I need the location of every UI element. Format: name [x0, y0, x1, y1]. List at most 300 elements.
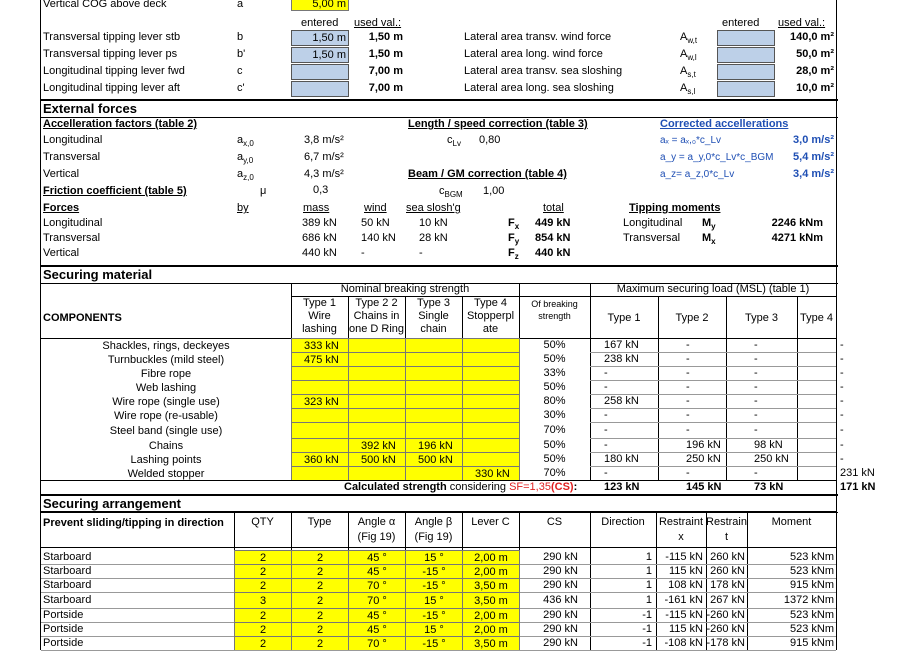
area-used: 140,0 m²: [789, 31, 834, 43]
arr-restraint-t: -178 kN: [706, 637, 745, 649]
msl-value: 238 kN: [604, 353, 639, 365]
msl-value: 180 kN: [604, 453, 639, 465]
arr-side: Starboard: [43, 594, 92, 606]
force-label: Longitudinal: [43, 217, 103, 229]
msl-value: -: [604, 439, 608, 451]
arr-input[interactable]: 2: [291, 564, 349, 579]
arr-input[interactable]: -15 °: [405, 636, 463, 651]
force-total: 449 kN: [535, 217, 571, 229]
arr-moment: 523 kNm: [789, 551, 834, 563]
lever-symbol: b: [237, 31, 244, 43]
clv-symbol: $c_{Lv}$: [447, 134, 461, 149]
force-symbol: $F_y$: [508, 232, 520, 247]
accel-label: Vertical: [43, 168, 80, 180]
nbs-input[interactable]: [348, 380, 406, 395]
force-sea: -: [419, 247, 423, 259]
msl-value: -: [754, 467, 758, 479]
tip-symbol: $M_y$: [702, 217, 716, 232]
arr-cs: 436 kN: [543, 594, 578, 606]
arr-input[interactable]: 2: [234, 564, 292, 579]
type-header: Type 4 Stopperpl ate: [466, 297, 515, 335]
area-symbol: $A_{s,l}$: [680, 82, 696, 97]
nbs-input[interactable]: [291, 422, 349, 439]
arr-input[interactable]: 2: [234, 622, 292, 637]
arr-input[interactable]: 15 °: [405, 622, 463, 637]
nbs-input[interactable]: [348, 338, 406, 353]
corrected-value: 3,4 m/s²: [793, 168, 834, 180]
msl-value: -: [686, 381, 690, 393]
tip-symbol: $M_x$: [702, 232, 716, 247]
msl-value: 250 kN: [686, 453, 721, 465]
spreadsheet: [40, 0, 876, 650]
arr-input[interactable]: 2: [291, 592, 349, 609]
force-mass: 440 kN: [302, 247, 337, 259]
component-name: Welded stopper: [127, 468, 205, 480]
grid-line: [590, 366, 836, 367]
nbs-input[interactable]: 500 kN: [405, 452, 463, 467]
arr-input[interactable]: 45 °: [348, 564, 406, 579]
grid-line: [590, 466, 836, 467]
nbs-input[interactable]: 196 kN: [405, 438, 463, 453]
msl-value: 167 kN: [604, 339, 639, 351]
nbs-input[interactable]: [291, 438, 349, 453]
arr-restraint-x: 115 kN: [668, 565, 703, 577]
msl-value: 231 kN: [840, 467, 875, 479]
msl-value: -: [840, 381, 844, 393]
arr-moment: 1372 kNm: [783, 594, 834, 606]
lever-used: 1,50 m: [368, 48, 403, 60]
component-name: Steel band (single use): [109, 425, 223, 437]
external-forces-header: External forces: [41, 99, 838, 118]
accel-symbol: $a_{z,0}$: [237, 168, 254, 183]
force-wind: -: [361, 247, 365, 259]
nbs-input[interactable]: [291, 366, 349, 381]
arr-input[interactable]: 2: [234, 636, 292, 651]
nbs-input[interactable]: [405, 408, 463, 423]
arr-restraint-t: 178 kN: [710, 579, 745, 591]
nbs-input[interactable]: [462, 394, 520, 409]
nbs-input[interactable]: [405, 338, 463, 353]
nbs-input[interactable]: [348, 366, 406, 381]
arr-restraint-x: -115 kN: [665, 609, 703, 621]
arr-col-header: Type: [307, 516, 332, 528]
msl-value: -: [686, 409, 690, 421]
calc-value: 73 kN: [754, 481, 784, 493]
nbs-input[interactable]: 500 kN: [348, 452, 406, 467]
msl-value: -: [840, 367, 844, 379]
msl-value: -: [840, 395, 844, 407]
arr-moment: 915 kNm: [789, 637, 834, 649]
msl-header: Maximum securing load (MSL) (table 1): [616, 283, 810, 295]
msl-value: -: [840, 339, 844, 351]
arr-input[interactable]: 15 °: [405, 592, 463, 609]
arr-restraint-x: -108 kN: [664, 637, 703, 649]
msl-value: -: [840, 409, 844, 421]
pct-value: 33%: [543, 367, 566, 379]
col-entered-right: entered: [722, 17, 760, 29]
nbs-input[interactable]: [405, 394, 463, 409]
arr-col-header: Moment: [771, 516, 812, 528]
area-label: Lateral area long. sea sloshing: [464, 82, 614, 94]
area-label: Lateral area long. wind force: [464, 48, 603, 60]
nbs-input[interactable]: [462, 352, 520, 367]
lever-symbol: b': [237, 48, 246, 60]
lever-label: Longitudinal tipping lever fwd: [43, 65, 185, 77]
arr-direction: 1: [645, 594, 652, 606]
accel-label: Longitudinal: [43, 134, 103, 146]
cbgm-value: 1,00: [483, 185, 505, 197]
force-total: 854 kN: [535, 232, 571, 244]
pct-value: 80%: [543, 395, 566, 407]
col-used: used val.:: [354, 17, 402, 29]
arr-input[interactable]: 2: [234, 578, 292, 593]
area-symbol: $A_{s,t}$: [680, 65, 696, 80]
arr-side: Starboard: [43, 579, 92, 591]
of-breaking-header: Of breaking strength: [531, 299, 578, 321]
prevent-header: Prevent sliding/tipping in direction: [43, 517, 224, 529]
arr-input[interactable]: 70 °: [348, 592, 406, 609]
forces-sea-head: sea slosh'g: [406, 202, 461, 214]
arr-input[interactable]: 2: [234, 608, 292, 623]
force-total: 440 kN: [535, 247, 571, 259]
msl-value: -: [754, 367, 758, 379]
lever-symbol: c: [237, 65, 243, 77]
arr-input[interactable]: -15 °: [405, 564, 463, 579]
arr-input[interactable]: -15 °: [405, 608, 463, 623]
msl-value: -: [840, 353, 844, 365]
msl-value: -: [840, 453, 844, 465]
tip-value: 2246 kNm: [771, 217, 823, 229]
arr-input[interactable]: -15 °: [405, 578, 463, 593]
arr-restraint-x: 115 kN: [668, 623, 703, 635]
pct-value: 50%: [543, 353, 566, 365]
arr-direction: -1: [642, 637, 652, 649]
nbs-input[interactable]: [291, 466, 349, 481]
area-input[interactable]: [717, 47, 775, 63]
component-name: Lashing points: [130, 454, 202, 466]
grid-line: [590, 422, 836, 423]
msl-value: -: [686, 367, 690, 379]
component-name: Turnbuckles (mild steel): [107, 354, 225, 366]
arr-moment: 523 kNm: [789, 565, 834, 577]
pct-value: 50%: [543, 439, 566, 451]
nbs-input[interactable]: [291, 380, 349, 395]
nbs-input[interactable]: [405, 380, 463, 395]
tip-label: Longitudinal: [623, 217, 683, 229]
cbgm-symbol: $c_{BGM}$: [439, 185, 463, 200]
grid-line: [291, 296, 836, 297]
nbs-input[interactable]: [462, 366, 520, 381]
arr-direction: 1: [645, 579, 652, 591]
msl-value: -: [840, 439, 844, 451]
arr-input[interactable]: 3,50 m: [462, 578, 520, 593]
accel-label: Transversal: [43, 151, 101, 163]
arr-input[interactable]: 2: [291, 550, 349, 565]
nbs-input[interactable]: [348, 422, 406, 439]
msl-value: 196 kN: [686, 439, 721, 451]
nbs-input[interactable]: [348, 394, 406, 409]
arr-restraint-t: -260 kN: [706, 609, 745, 621]
arr-col-header: Angle β (Fig 19): [414, 516, 453, 543]
msl-value: 250 kN: [754, 453, 789, 465]
pct-value: 70%: [543, 424, 566, 436]
area-symbol: $A_{w,l}$: [680, 48, 697, 63]
corrected-title: Corrected accellerations: [660, 118, 789, 130]
arr-input[interactable]: 2,00 m: [462, 564, 520, 579]
area-symbol: $A_{w,t}$: [680, 31, 698, 46]
lever-label: Longitudinal tipping lever aft: [43, 82, 180, 94]
msl-value: -: [754, 339, 758, 351]
tip-value: 4271 kNm: [771, 232, 823, 244]
arr-input[interactable]: 45 °: [348, 622, 406, 637]
arr-cs: 290 kN: [543, 565, 578, 577]
msl-type-header: Type 2: [675, 312, 709, 324]
component-name: Fibre rope: [140, 368, 192, 380]
msl-value: -: [686, 395, 690, 407]
arr-input[interactable]: 45 °: [348, 550, 406, 565]
col-entered: entered: [301, 17, 339, 29]
arr-input[interactable]: 2: [234, 550, 292, 565]
forces-total-head: total: [543, 202, 564, 214]
component-name: Wire rope (re-usable): [114, 410, 218, 422]
msl-value: -: [604, 467, 608, 479]
arr-moment: 915 kNm: [789, 579, 834, 591]
force-mass: 389 kN: [302, 217, 337, 229]
arr-input[interactable]: 15 °: [405, 550, 463, 565]
accel-symbol: $a_{y,0}$: [237, 151, 254, 166]
nbs-input[interactable]: 392 kN: [348, 438, 406, 453]
msl-value: -: [686, 424, 690, 436]
arr-col-header: Direction: [601, 516, 645, 528]
grid-line: [590, 283, 591, 480]
component-name: Wire rope (single use): [112, 396, 220, 408]
nbs-header: Nominal breaking strength: [340, 283, 470, 295]
arr-col-header: Lever C: [471, 516, 510, 528]
arr-direction: 1: [645, 565, 652, 577]
corrected-formula: a_y = a_y,0*c_Lv*c_BGM: [660, 152, 774, 163]
friction-title: Friction coefficient (table 5): [43, 185, 187, 197]
arr-cs: 290 kN: [543, 579, 578, 591]
arr-input[interactable]: 70 °: [348, 636, 406, 651]
grid-line: [41, 547, 836, 548]
force-symbol: $F_z$: [508, 247, 519, 262]
corrected-value: 3,0 m/s²: [793, 134, 834, 146]
arr-restraint-x: 108 kN: [668, 579, 703, 591]
nbs-input[interactable]: [462, 452, 520, 467]
nbs-input[interactable]: [462, 408, 520, 423]
nbs-input[interactable]: [405, 366, 463, 381]
lever-label: Transversal tipping lever stb: [43, 31, 181, 43]
msl-value: -: [686, 353, 690, 365]
arr-restraint-x: -115 kN: [665, 551, 703, 563]
force-wind: 140 kN: [361, 232, 396, 244]
msl-value: 258 kN: [604, 395, 639, 407]
lever-used: 1,50 m: [368, 31, 403, 43]
arr-cs: 290 kN: [543, 637, 578, 649]
type-header: Type 2 2 Chains in one D Ring: [348, 297, 405, 335]
calc-label: Calculated strength considering SF=1,35(CS):: [344, 481, 578, 493]
area-input[interactable]: [717, 30, 775, 46]
arr-input[interactable]: 3,50 m: [462, 636, 520, 651]
nbs-input[interactable]: [405, 352, 463, 367]
lever-used: 7,00 m: [368, 82, 403, 94]
lever-input[interactable]: 1,50 m: [291, 47, 349, 63]
component-name: Web lashing: [135, 382, 197, 394]
arr-col-header: QTY: [251, 516, 274, 528]
arr-input[interactable]: 2,00 m: [462, 608, 520, 623]
msl-type-header: Type 1: [607, 312, 641, 324]
corrected-value: 5,4 m/s²: [793, 151, 834, 163]
nbs-input[interactable]: 333 kN: [291, 338, 349, 353]
grid-line: [590, 408, 836, 409]
nbs-input[interactable]: [348, 466, 406, 481]
arr-side: Starboard: [43, 565, 92, 577]
arr-input[interactable]: 3: [234, 592, 292, 609]
nbs-input[interactable]: 323 kN: [291, 394, 349, 409]
accel-symbol: $a_{x,0}$: [237, 134, 254, 149]
force-sea: 10 kN: [419, 217, 448, 229]
nbs-input[interactable]: [405, 422, 463, 439]
nbs-input[interactable]: [405, 466, 463, 481]
forces-mass-head: mass: [303, 202, 330, 214]
lever-input[interactable]: [291, 64, 349, 80]
calc-value: 123 kN: [604, 481, 640, 493]
arr-col-header: Restraint x: [658, 516, 704, 543]
lever-input[interactable]: 1,50 m: [291, 30, 349, 46]
nbs-input[interactable]: 330 kN: [462, 466, 520, 481]
length-speed-title: Length / speed correction (table 3): [408, 118, 588, 130]
arr-restraint-t: 267 kN: [710, 594, 745, 606]
nbs-input[interactable]: [348, 352, 406, 367]
forces-wind-head: wind: [364, 202, 387, 214]
arr-moment: 523 kNm: [789, 623, 834, 635]
arr-input[interactable]: 45 °: [348, 608, 406, 623]
msl-value: -: [754, 353, 758, 365]
msl-value: -: [604, 381, 608, 393]
components-header: COMPONENTS: [43, 312, 122, 324]
nbs-input[interactable]: [348, 408, 406, 423]
msl-type-header: Type 4: [799, 312, 834, 324]
force-mass: 686 kN: [302, 232, 337, 244]
msl-value: 98 kN: [754, 439, 783, 451]
msl-value: -: [604, 424, 608, 436]
arr-restraint-x: -161 kN: [664, 594, 703, 606]
clv-value: 0,80: [479, 134, 501, 146]
arr-side: Portside: [43, 623, 84, 635]
grid-line: [590, 380, 836, 381]
nbs-input[interactable]: [462, 380, 520, 395]
nbs-input[interactable]: 360 kN: [291, 452, 349, 467]
arr-cs: 290 kN: [543, 551, 578, 563]
arr-input[interactable]: 2: [291, 636, 349, 651]
type-header: Type 1 Wire lashing: [302, 297, 337, 335]
msl-value: -: [840, 424, 844, 436]
force-sea: 28 kN: [419, 232, 448, 244]
securing-arrangement-header: Securing arrangement: [41, 494, 838, 513]
securing-material-header: Securing material: [41, 265, 838, 284]
grid-line: [41, 511, 836, 512]
corrected-formula: aₓ = aₓ,₀*c_Lv: [660, 135, 722, 146]
tip-label: Transversal: [623, 232, 681, 244]
area-input[interactable]: [717, 81, 775, 97]
forces-title: Forces: [43, 202, 80, 214]
accel-value: 3,8 m/s²: [304, 134, 344, 146]
force-wind: 50 kN: [361, 217, 390, 229]
arr-side: Portside: [43, 609, 84, 621]
pct-value: 50%: [543, 339, 566, 351]
pct-value: 70%: [543, 467, 566, 479]
calc-value: 171 kN: [840, 481, 876, 493]
arr-side: Starboard: [43, 551, 92, 563]
arr-col-header: Angle α (Fig 19): [357, 516, 396, 543]
arr-restraint-t: 260 kN: [710, 565, 745, 577]
msl-value: -: [754, 424, 758, 436]
msl-value: -: [686, 339, 690, 351]
cog-input[interactable]: 5,00 m: [291, 0, 349, 11]
msl-value: -: [604, 409, 608, 421]
force-label: Transversal: [43, 232, 101, 244]
arr-direction: 1: [645, 551, 652, 563]
msl-value: -: [604, 367, 608, 379]
pct-value: 50%: [543, 453, 566, 465]
arr-input[interactable]: 2,00 m: [462, 550, 520, 565]
arr-moment: 523 kNm: [789, 609, 834, 621]
area-used: 50,0 m²: [796, 48, 834, 60]
cog-symbol: a: [237, 0, 244, 10]
msl-value: -: [754, 381, 758, 393]
beam-gm-title: Beam / GM correction (table 4): [408, 168, 567, 180]
area-used: 28,0 m²: [796, 65, 834, 77]
pct-value: 50%: [543, 381, 566, 393]
arr-restraint-t: -260 kN: [706, 623, 745, 635]
nbs-input[interactable]: 475 kN: [291, 352, 349, 367]
arr-input[interactable]: 70 °: [348, 578, 406, 593]
accel-title: Accelleration factors (table 2): [43, 118, 198, 130]
msl-value: -: [754, 395, 758, 407]
accel-value: 6,7 m/s²: [304, 151, 344, 163]
accel-value: 4,3 m/s²: [304, 168, 344, 180]
arr-cs: 290 kN: [543, 609, 578, 621]
arr-input[interactable]: 2,00 m: [462, 622, 520, 637]
arr-input[interactable]: 3,50 m: [462, 592, 520, 609]
area-input[interactable]: [717, 64, 775, 80]
calc-value: 145 kN: [686, 481, 722, 493]
arr-restraint-t: 260 kN: [710, 551, 745, 563]
nbs-input[interactable]: [462, 438, 520, 453]
area-used: 10,0 m²: [796, 82, 834, 94]
pct-value: 30%: [543, 409, 566, 421]
arr-direction: -1: [642, 609, 652, 621]
lever-label: Transversal tipping lever ps: [43, 48, 178, 60]
type-header: Type 3 Single chain: [416, 297, 451, 335]
nbs-input[interactable]: [291, 408, 349, 423]
corrected-formula: a_z= a_z,0*c_Lv: [660, 169, 735, 180]
area-label: Lateral area transv. wind force: [464, 31, 612, 43]
lever-used: 7,00 m: [368, 65, 403, 77]
nbs-input[interactable]: [462, 338, 520, 353]
arr-input[interactable]: 2: [291, 622, 349, 637]
arr-input[interactable]: 2: [291, 608, 349, 623]
area-label: Lateral area transv. sea sloshing: [464, 65, 623, 77]
arr-input[interactable]: 2: [291, 578, 349, 593]
component-name: Chains: [148, 440, 184, 452]
lever-input[interactable]: [291, 81, 349, 97]
msl-type-header: Type 3: [744, 312, 779, 324]
arr-col-header: CS: [546, 516, 563, 528]
nbs-input[interactable]: [462, 422, 520, 439]
msl-value: -: [754, 409, 758, 421]
col-used-right: used val.:: [778, 17, 826, 29]
